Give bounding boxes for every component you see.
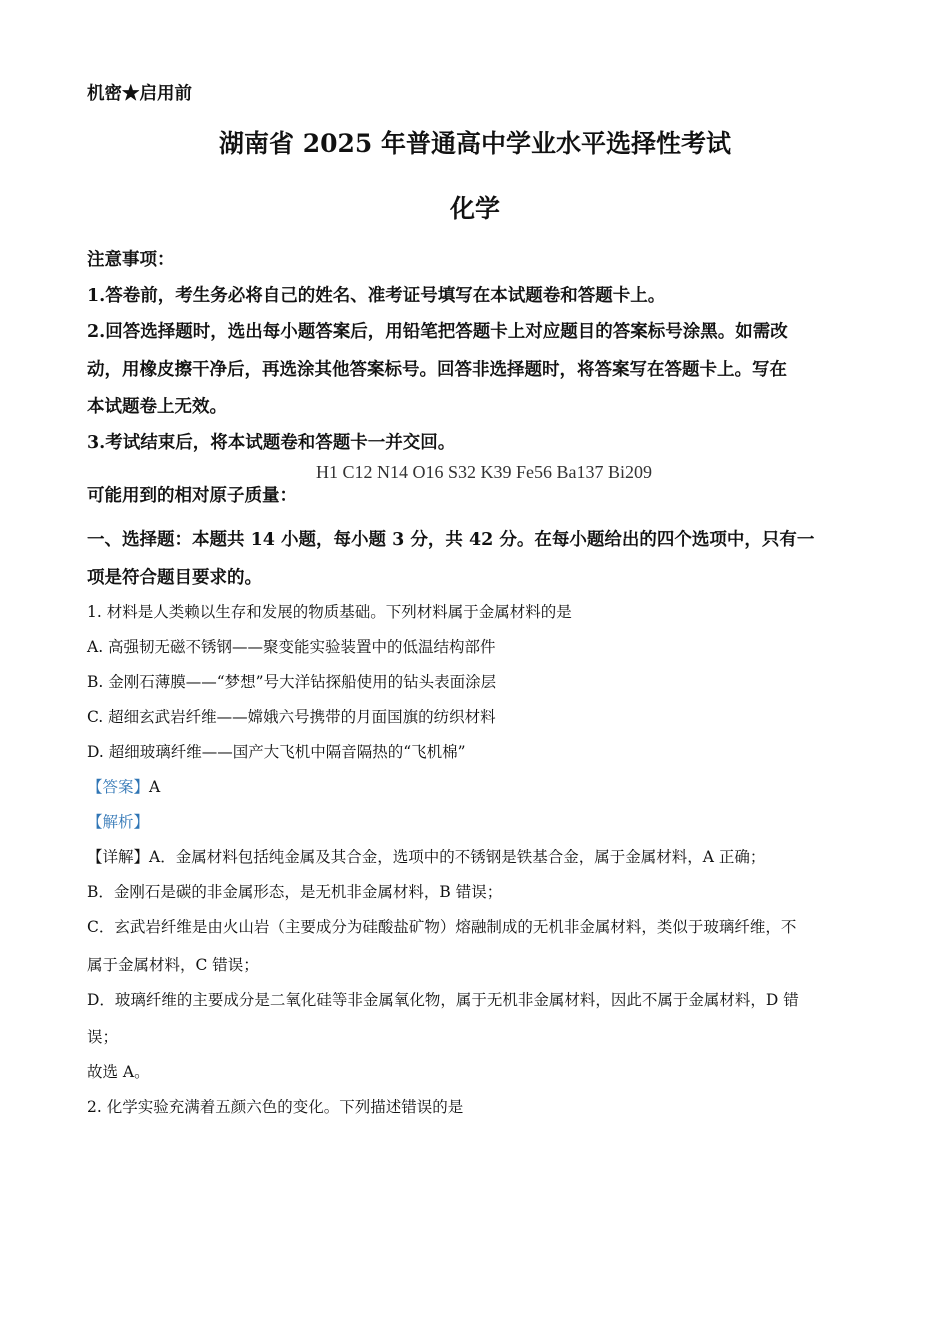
exam-title: 湖南省 2025 年普通高中学业水平选择性考试 (219, 129, 731, 158)
note-1: 1.答卷前，考生务必将自己的姓名、准考证号填写在本试题卷和答题卡上。 (87, 286, 666, 306)
detail-c-line-2: 属于金属材料，C 错误； (87, 956, 259, 974)
question-1-stem: 1. 材料是人类赖以生存和发展的物质基础。下列材料属于金属材料的是 (87, 603, 572, 621)
detail-a: A．金属材料包括纯金属及其合金，选项中的不锈钢是铁基合金，属于金属材料，A 正确； (149, 848, 766, 866)
section-1-header-line-2: 项是符合题目要求的。 (87, 568, 262, 588)
atomic-mass-label: 可能用到的相对原子质量： (87, 486, 297, 506)
detail-a-line (87, 845, 765, 867)
detail-b: B．金刚石是碳的非金属形态，是无机非金属材料，B 错误； (87, 883, 503, 901)
answer-tag: 【答案】 (87, 778, 150, 796)
question-2-stem: 2. 化学实验充满着五颜六色的变化。下列描述错误的是 (87, 1098, 464, 1116)
notes-heading: 注意事项： (87, 250, 175, 270)
answer-value: A (149, 778, 161, 796)
note-3: 3.考试结束后，将本试题卷和答题卡一并交回。 (87, 433, 456, 453)
question-1-option-b: B. 金刚石薄膜——“梦想”号大洋钻探船使用的钻头表面涂层 (87, 673, 497, 691)
detail-c-line-1: C．玄武岩纤维是由火山岩（主要成分为硅酸盐矿物）熔融制成的无机非金属材料，类似于玻璃纤维，不 (87, 918, 797, 936)
note-2-line-1: 2.回答选择题时，选出每小题答案后，用铅笔把答题卡上对应题目的答案标号涂黑。如需改 (87, 322, 788, 342)
note-2-line-2: 动，用橡皮擦干净后，再选涂其他答案标号。回答非选择题时，将答案写在答题卡上。写在 (87, 360, 787, 380)
detail-d-line-2: 误； (87, 1028, 119, 1046)
atomic-mass-values: H1 C12 N14 O16 S32 K39 Fe56 Ba137 Bi209 (316, 462, 653, 482)
section-1-header-line-1: 一、选择题：本题共 14 小题，每小题 3 分，共 42 分。在每小题给出的四个选项中，只有一 (87, 530, 815, 550)
conclusion: 故选 A。 (87, 1063, 150, 1081)
analysis-tag: 【解析】 (87, 813, 150, 831)
question-1-option-d: D. 超细玻璃纤维——国产大飞机中隔音隔热的“飞机棉” (87, 743, 466, 761)
confidential-label: 机密★启用前 (87, 84, 192, 104)
note-2-line-3: 本试题卷上无效。 (87, 397, 227, 417)
subject-title: 化学 (449, 194, 500, 223)
detail-tag: 【详解】 (87, 848, 150, 866)
question-1-option-c: C. 超细玄武岩纤维——嫦娥六号携带的月面国旗的纺织材料 (87, 708, 496, 726)
detail-d-line-1: D．玻璃纤维的主要成分是二氧化硅等非金属氧化物，属于无机非金属材料，因此不属于金属材料，D 错 (87, 991, 799, 1009)
answer-line (87, 775, 160, 797)
question-1-option-a: A. 高强韧无磁不锈钢——聚变能实验装置中的低温结构部件 (87, 638, 496, 656)
